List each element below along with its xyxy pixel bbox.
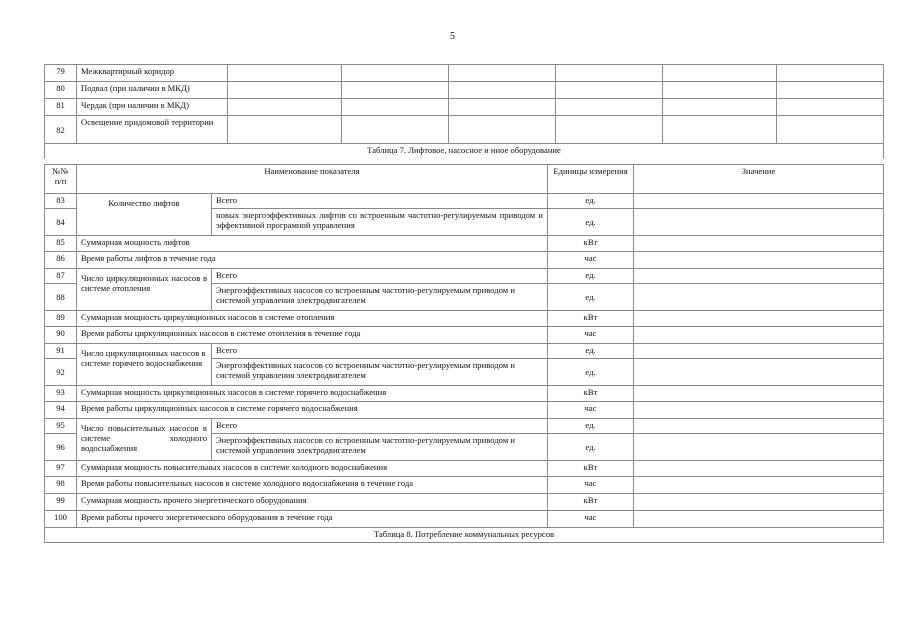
row-number: 91 [45, 344, 77, 359]
value-cell[interactable] [556, 65, 663, 82]
value-cell[interactable] [556, 99, 663, 116]
equipment-table [44, 164, 884, 543]
row-label: Энергоэффективных насосов со встроенным частотно-регулируемым приводом и системой управления электродвигателем [212, 284, 548, 311]
table-row [45, 82, 884, 99]
unit: час [548, 252, 634, 269]
value-cell[interactable] [449, 99, 556, 116]
table8-caption-row [45, 528, 884, 543]
unit: ед. [548, 284, 634, 311]
row-number: 94 [45, 402, 77, 419]
table-row [45, 511, 884, 528]
value-cell[interactable] [634, 209, 884, 236]
lighting-table [44, 64, 884, 159]
row-number: 79 [45, 65, 77, 82]
row-label: Суммарная мощность циркуляционных насосов в системе горячего водоснабжения [77, 386, 548, 402]
row-number: 95 [45, 419, 77, 434]
value-cell[interactable] [228, 82, 342, 99]
row-label: Время работы циркуляционных насосов в системе горячего водоснабжения [77, 402, 548, 419]
row-label: Межквартирный коридор [77, 65, 228, 82]
unit: ед. [548, 269, 634, 284]
value-cell[interactable] [634, 386, 884, 402]
value-cell[interactable] [342, 99, 449, 116]
value-cell[interactable] [634, 434, 884, 461]
value-cell[interactable] [777, 99, 884, 116]
value-cell[interactable] [228, 116, 342, 144]
value-cell[interactable] [663, 99, 777, 116]
value-cell[interactable] [449, 82, 556, 99]
table-row [45, 402, 884, 419]
row-label: Всего [212, 194, 548, 209]
unit: ед. [548, 359, 634, 386]
row-number: 100 [45, 511, 77, 528]
page-number: 5 [450, 31, 455, 42]
row-label: Энергоэффективных насосов со встроенным частотно-регулируемым приводом и системой управления электродвигателем [212, 359, 548, 386]
unit: час [548, 327, 634, 344]
unit: кВт [548, 236, 634, 252]
value-cell[interactable] [634, 477, 884, 494]
row-label: Всего [212, 344, 548, 359]
group-label: Число повысительных насосов в системе холодного водоснабжения [77, 419, 212, 461]
group-label: Количество лифтов [77, 194, 212, 236]
unit: кВт [548, 461, 634, 477]
row-number: 83 [45, 194, 77, 209]
row-label: Чердак (при наличии в МКД) [77, 99, 228, 116]
value-cell[interactable] [634, 359, 884, 386]
value-cell[interactable] [634, 419, 884, 434]
table-row [45, 419, 884, 434]
value-cell[interactable] [449, 116, 556, 144]
row-number: 81 [45, 99, 77, 116]
header-num: №№ п/п [45, 165, 77, 194]
table-row [45, 65, 884, 82]
unit: ед. [548, 344, 634, 359]
value-cell[interactable] [634, 284, 884, 311]
table-row [45, 99, 884, 116]
value-cell[interactable] [777, 65, 884, 82]
row-number: 93 [45, 386, 77, 402]
row-number: 98 [45, 477, 77, 494]
row-label: Освещение придомовой территории [77, 116, 228, 144]
row-number: 90 [45, 327, 77, 344]
value-cell[interactable] [663, 82, 777, 99]
unit: час [548, 477, 634, 494]
value-cell[interactable] [228, 99, 342, 116]
row-label: Время работы лифтов в течение года [77, 252, 548, 269]
row-number: 84 [45, 209, 77, 236]
row-number: 82 [45, 116, 77, 144]
table7-caption-row [45, 144, 884, 159]
row-number: 88 [45, 284, 77, 311]
value-cell[interactable] [634, 402, 884, 419]
row-number: 86 [45, 252, 77, 269]
row-label: Подвал (при наличии в МКД) [77, 82, 228, 99]
value-cell[interactable] [634, 236, 884, 252]
header-row [45, 165, 884, 194]
value-cell[interactable] [342, 65, 449, 82]
unit: час [548, 402, 634, 419]
row-label: Время работы повысительных насосов в системе холодного водоснабжения в течение года [77, 477, 548, 494]
row-label: Время работы циркуляционных насосов в системе отопления в течение года [77, 327, 548, 344]
row-number: 85 [45, 236, 77, 252]
value-cell[interactable] [777, 116, 884, 144]
value-cell[interactable] [634, 327, 884, 344]
group-label: Число циркуляционных насосов в системе горячего водоснабжения [77, 344, 212, 386]
value-cell[interactable] [663, 116, 777, 144]
unit: кВт [548, 311, 634, 327]
value-cell[interactable] [634, 269, 884, 284]
table-row [45, 311, 884, 327]
row-number: 92 [45, 359, 77, 386]
unit: кВт [548, 494, 634, 511]
value-cell[interactable] [777, 82, 884, 99]
group-label: Число циркуляционных насосов в системе отопления [77, 269, 212, 311]
row-label: Суммарная мощность циркуляционных насосов в системе отопления [77, 311, 548, 327]
value-cell[interactable] [634, 194, 884, 209]
value-cell[interactable] [634, 511, 884, 528]
value-cell[interactable] [342, 82, 449, 99]
table-row [45, 327, 884, 344]
unit: ед. [548, 419, 634, 434]
row-label: Суммарная мощность повысительных насосов в системе холодного водоснабжения [77, 461, 548, 477]
row-label: Всего [212, 419, 548, 434]
value-cell[interactable] [634, 461, 884, 477]
value-cell[interactable] [634, 494, 884, 511]
value-cell[interactable] [449, 65, 556, 82]
value-cell[interactable] [634, 344, 884, 359]
row-number: 97 [45, 461, 77, 477]
table-row [45, 269, 884, 284]
table-row [45, 494, 884, 511]
table-row [45, 461, 884, 477]
value-cell[interactable] [634, 252, 884, 269]
table-row [45, 386, 884, 402]
header-unit: Единицы измерения [548, 165, 634, 194]
value-cell[interactable] [556, 116, 663, 144]
table-row [45, 236, 884, 252]
row-label: новых энергоэффективных лифтов со встроенным частотно-регулируемым приводом и эффективной програмной управления [212, 209, 548, 236]
value-cell[interactable] [634, 311, 884, 327]
table-row [45, 194, 884, 209]
row-number: 99 [45, 494, 77, 511]
unit: ед. [548, 434, 634, 461]
header-value: Значение [634, 165, 884, 194]
row-label: Суммарная мощность лифтов [77, 236, 548, 252]
row-label: Суммарная мощность прочего энергетического оборудования [77, 494, 548, 511]
unit: ед. [548, 209, 634, 236]
row-number: 80 [45, 82, 77, 99]
table-row [45, 477, 884, 494]
row-number: 96 [45, 434, 77, 461]
unit: кВт [548, 386, 634, 402]
table7-caption: Таблица 7. Лифтовое, насосное и иное оборудование [45, 144, 884, 159]
header-name: Наименование показателя [77, 165, 548, 194]
row-label: Энергоэффективных насосов со встроенным частотно-регулируемым приводом и системой управления электродвигателем [212, 434, 548, 461]
value-cell[interactable] [342, 116, 449, 144]
value-cell[interactable] [663, 65, 777, 82]
table-row [45, 252, 884, 269]
table-row [45, 344, 884, 359]
table-row [45, 116, 884, 144]
value-cell[interactable] [228, 65, 342, 82]
row-label: Время работы прочего энергетического оборудования в течение года [77, 511, 548, 528]
unit: час [548, 511, 634, 528]
unit: ед. [548, 194, 634, 209]
value-cell[interactable] [556, 82, 663, 99]
row-number: 87 [45, 269, 77, 284]
row-number: 89 [45, 311, 77, 327]
row-label: Всего [212, 269, 548, 284]
table8-caption: Таблица 8. Потребление коммунальных ресурсов [45, 528, 884, 543]
